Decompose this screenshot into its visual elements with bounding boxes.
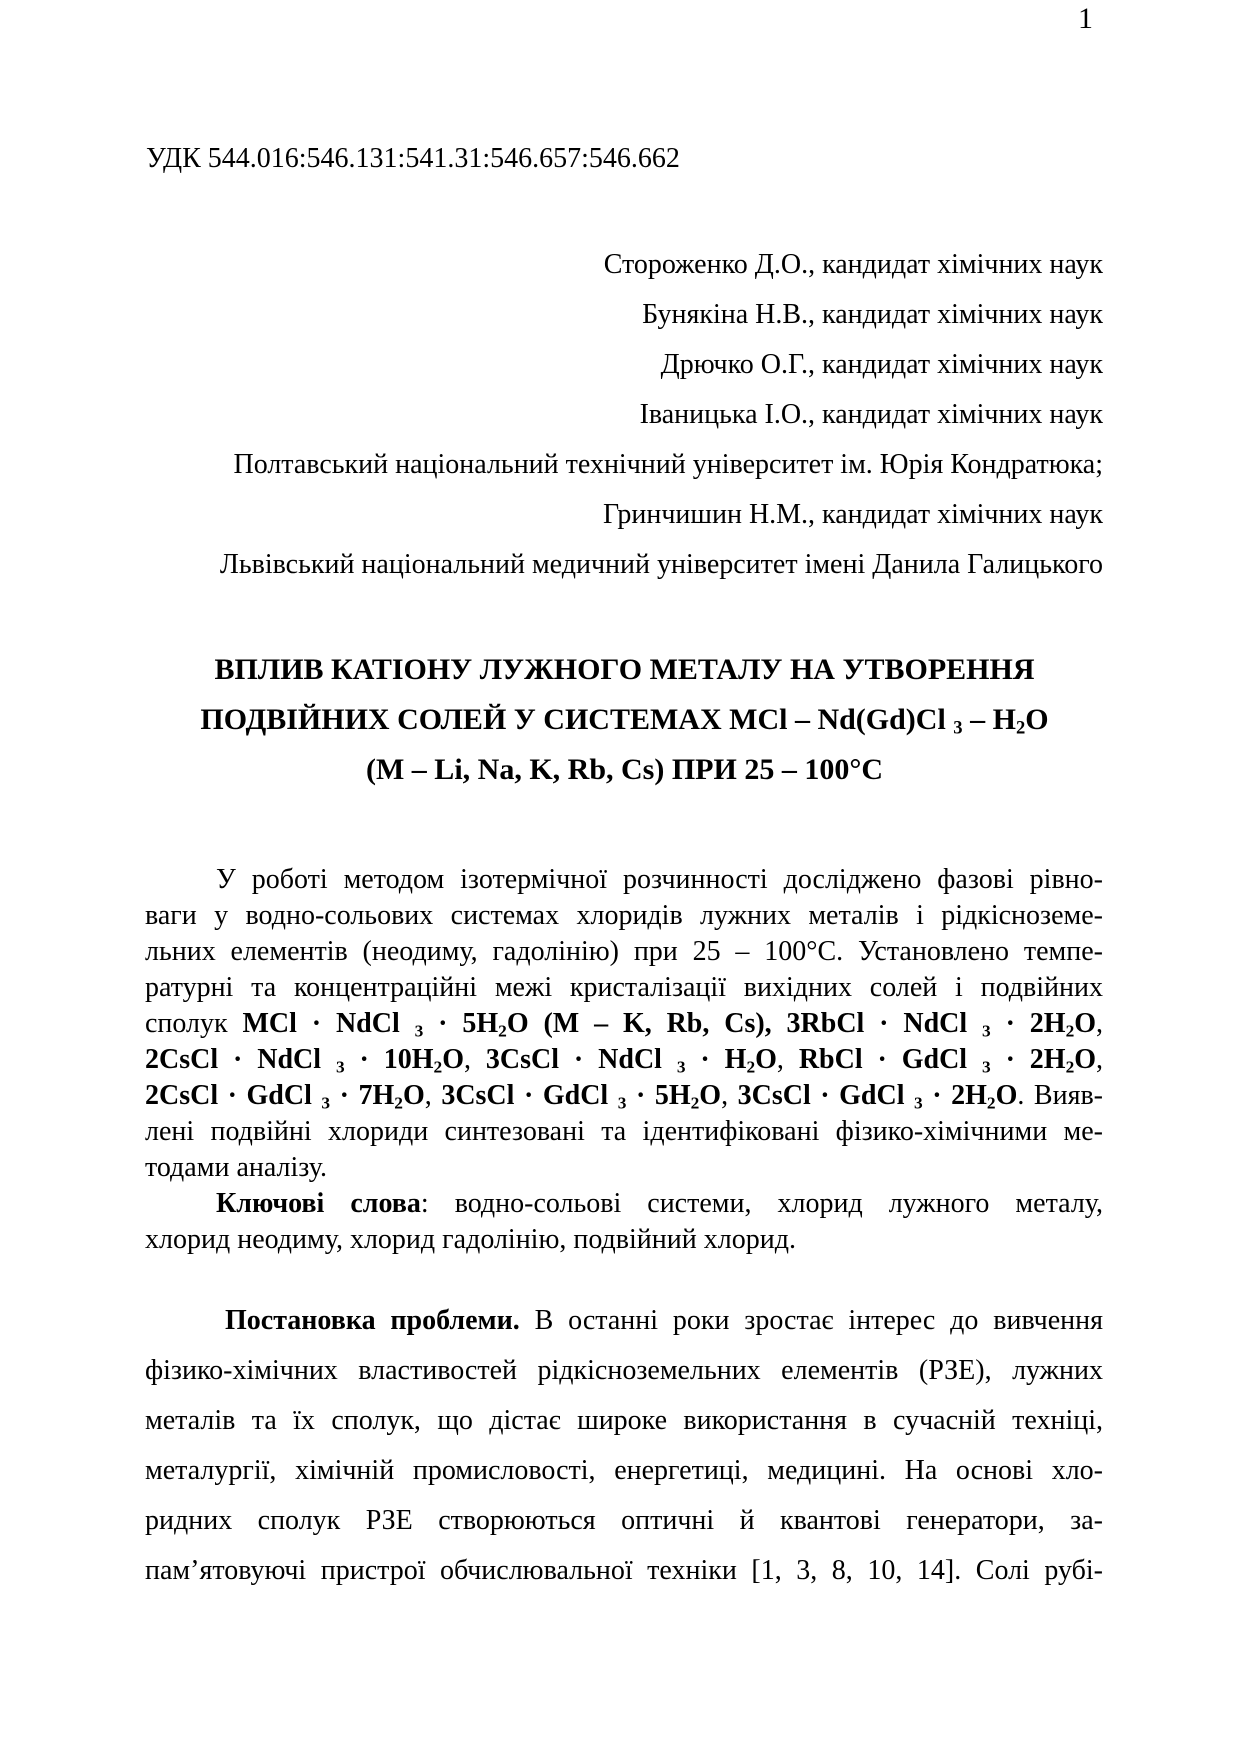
subscript-run: 3	[953, 717, 963, 739]
page-number: 1	[1078, 2, 1093, 35]
abstract-line	[145, 898, 1103, 934]
text-run: · 2H	[990, 1008, 1066, 1039]
subscript-run: 2	[394, 1093, 403, 1113]
text-run: · 2H	[990, 1044, 1066, 1075]
subscript-run: 2	[433, 1057, 443, 1077]
subscript-run: 3	[414, 1021, 424, 1041]
text-run: фізико-хімічних властивостей рідкісноземельних елементів (РЗЕ), лужних	[145, 1355, 1103, 1386]
article-title	[146, 645, 1103, 795]
abstract	[145, 862, 1103, 1258]
text-run: O	[442, 1044, 464, 1075]
text-run: O	[755, 1044, 777, 1075]
author-line	[146, 290, 1103, 340]
title-line	[146, 745, 1103, 795]
abstract-line	[145, 1114, 1103, 1150]
text-run: ,	[776, 1044, 799, 1075]
text-run: · 10H	[344, 1044, 434, 1075]
text-run: ваги у водно-сольових системах хлоридів лужних металів і рідкісноземе-	[145, 900, 1103, 931]
subscript-run: 3	[676, 1057, 686, 1077]
text-run: O	[402, 1080, 425, 1111]
text-run: · 5H	[423, 1008, 499, 1039]
author-line	[146, 240, 1103, 290]
text-run: 2CsCl · NdCl	[145, 1044, 336, 1075]
title-line	[146, 695, 1103, 745]
body-line	[145, 1346, 1103, 1396]
body-line	[145, 1296, 1103, 1346]
text-run: лені подвійні хлориди синтезовані та ідентифіковані фізико-хімічними ме-	[145, 1116, 1103, 1147]
subscript-run: 2	[1065, 1021, 1075, 1041]
subscript-run: 2	[1065, 1057, 1075, 1077]
text-run: хлорид неодиму, хлорид гадолінію, подвійний хлорид.	[145, 1224, 796, 1255]
text-run: ВПЛИВ КАТІОНУ ЛУЖНОГО МЕТАЛУ НА УТВОРЕННЯ	[214, 653, 1035, 686]
text-run: · H	[685, 1044, 747, 1075]
text-run: Гринчишин Н.М., кандидат хімічних наук	[602, 499, 1103, 530]
text-run: тодами аналізу.	[145, 1152, 327, 1183]
text-run: сполук	[145, 1008, 243, 1039]
subscript-run: 2	[498, 1021, 507, 1041]
body-line	[145, 1446, 1103, 1496]
subscript-run: 2	[690, 1093, 700, 1113]
abstract-line	[145, 1006, 1103, 1042]
text-run: Полтавський національний технічний університет ім. Юрія Кондратюка;	[233, 449, 1103, 480]
body-line	[145, 1396, 1103, 1446]
abstract-line	[145, 1186, 1103, 1222]
subscript-run: 3	[914, 1093, 923, 1113]
text-run: RbCl · GdCl	[798, 1044, 982, 1075]
author-line	[146, 490, 1103, 540]
text-run: Дрючко О.Г., кандидат хімічних наук	[660, 349, 1103, 380]
abstract-line	[145, 862, 1103, 898]
text-run: O	[995, 1080, 1018, 1111]
text-run: · 5H	[626, 1080, 691, 1111]
text-run: 3CsCl · GdCl	[737, 1080, 915, 1111]
text-run: ратурні та концентраційні межі кристалізації вихідних солей і подвійних	[145, 972, 1103, 1003]
text-run: 2CsCl · GdCl	[145, 1080, 322, 1111]
abstract-line	[145, 934, 1103, 970]
text-run: У роботі методом ізотермічної розчинності досліджено фазові рівно-	[216, 864, 1103, 895]
abstract-line	[145, 1150, 1103, 1186]
text-run: льних елементів (неодиму, гадолінію) при 25 – 100°C. Установлено темпе-	[145, 936, 1103, 967]
text-run: металів та їх сполук, що дістає широке використання в сучасній техніці,	[145, 1405, 1103, 1436]
subscript-run: 3	[981, 1057, 991, 1077]
text-run: ПОДВІЙНИХ СОЛЕЙ У СИСТЕМАХ MCl – Nd(Gd)Cl	[200, 703, 954, 736]
subscript-run: 2	[1015, 717, 1026, 739]
text-run: ,	[424, 1080, 442, 1111]
subscript-run: 3	[617, 1093, 627, 1113]
body-line	[145, 1496, 1103, 1546]
subscript-run: 3	[321, 1093, 331, 1113]
text-run: Бунякіна Н.В., кандидат хімічних наук	[642, 299, 1103, 330]
body-line	[145, 1546, 1103, 1596]
subscript-run: 3	[335, 1057, 345, 1077]
text-run: : водно-сольові системи, хлорид лужного металу,	[420, 1188, 1103, 1219]
text-run: Львівський національний медичний університет імені Данила Галицького	[219, 549, 1103, 580]
text-run: . Вияв-	[1017, 1080, 1104, 1111]
text-run: ,	[1096, 1008, 1104, 1039]
text-run: · 7H	[330, 1080, 395, 1111]
authors-block	[146, 240, 1103, 590]
text-run: MCl · NdCl	[242, 1008, 415, 1039]
abstract-line	[145, 970, 1103, 1006]
text-run: пам’ятовуючі пристрої обчислювальної техніки [1, 3, 8, 10, 14]. Солі рубі-	[145, 1555, 1103, 1586]
body-paragraph	[145, 1296, 1103, 1596]
text-run: В останні роки зростає інтерес до вивчення	[519, 1305, 1103, 1336]
author-line	[146, 340, 1103, 390]
subscript-run: 3	[982, 1021, 991, 1041]
text-run: – H	[962, 703, 1016, 736]
title-line	[146, 645, 1103, 695]
text-run: Стороженко Д.О., кандидат хімічних наук	[603, 249, 1103, 280]
subscript-run: 2	[986, 1093, 996, 1113]
text-run: металургії, хімічній промисловості, енергетиці, медицині. На основі хло-	[145, 1455, 1103, 1486]
affiliation-line	[146, 540, 1103, 590]
text-run: ,	[1096, 1044, 1104, 1075]
text-run: O	[1025, 703, 1049, 736]
text-run: Ключові слова	[216, 1188, 421, 1219]
affiliation-line	[146, 440, 1103, 490]
abstract-line	[145, 1078, 1103, 1114]
text-run: O	[1074, 1044, 1097, 1075]
abstract-line	[145, 1042, 1103, 1078]
udc-code: УДК 544.016:546.131:541.31:546.657:546.662	[146, 143, 680, 174]
abstract-line	[145, 1222, 1103, 1258]
text-run: · 2H	[922, 1080, 987, 1111]
text-run: Іваницька І.О., кандидат хімічних наук	[639, 399, 1103, 430]
text-run: O	[1074, 1008, 1097, 1039]
text-run: (M – Li, Na, K, Rb, Cs) ПРИ 25 – 100°C	[366, 753, 883, 786]
text-run: ридних сполук РЗЕ створюються оптичні й квантові генератори, за-	[145, 1505, 1103, 1536]
text-run: O (M – K, Rb, Cs), 3RbCl · NdCl	[506, 1008, 983, 1039]
author-line	[146, 390, 1103, 440]
text-run: 3CsCl · NdCl	[485, 1044, 677, 1075]
text-run: 3CsCl · GdCl	[441, 1080, 618, 1111]
text-run: O	[699, 1080, 722, 1111]
text-run: Постановка проблеми.	[225, 1305, 520, 1336]
subscript-run: 2	[746, 1057, 756, 1077]
text-run: ,	[721, 1080, 738, 1111]
text-run: ,	[464, 1044, 486, 1075]
